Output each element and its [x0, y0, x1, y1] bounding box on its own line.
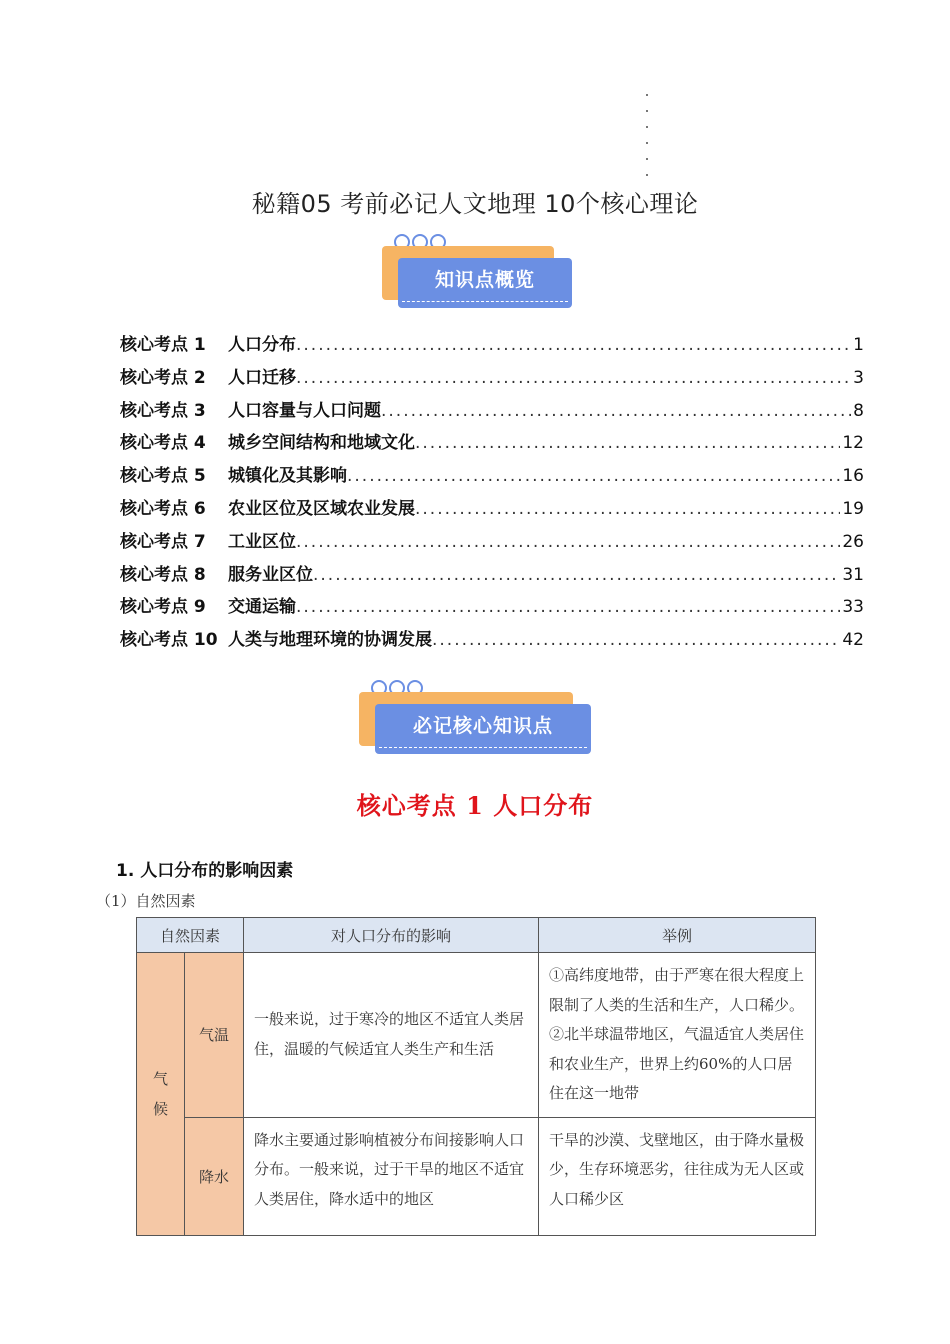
toc-item[interactable]: 核心考点 5 城镇化及其影响 ..... 16 — [120, 461, 864, 494]
table-of-contents — [120, 330, 864, 658]
example-temperature: ①高纬度地带，由于严寒在很大程度上限制了人类的生活和生产，人口稀少。 ②北半球温带地区，气温适宜人类居住和农业生产，世界上约60%的人口居住在这一地带 — [539, 953, 816, 1118]
document-title: 秘籍05 考前必记人文地理 10个核心理论 — [251, 190, 699, 218]
table-row — [137, 1117, 816, 1235]
factor-temperature: 气温 — [185, 953, 244, 1118]
toc-item[interactable]: 核心考点 3 人口容量与人口问题 ..... 8 — [120, 396, 864, 429]
key-points-badge-label: 必记核心知识点 — [412, 715, 553, 737]
example-precipitation: 干旱的沙漠、戈壁地区，由于降水量极少，生存环境恶劣，往往成为无人区或人口稀少区 — [539, 1117, 816, 1235]
factors-table — [136, 917, 816, 1236]
header-example: 举例 — [539, 918, 816, 953]
key-points-badge — [359, 684, 591, 760]
overview-badge — [382, 238, 574, 310]
heading-influencing-factors: 1. 人口分布的影响因素 — [116, 861, 294, 881]
table-row — [137, 953, 816, 1118]
header-factor: 自然因素 — [137, 918, 244, 953]
section-title: 核心考点 1 人口分布 — [356, 791, 594, 820]
overview-badge-label: 知识点概览 — [434, 269, 535, 291]
group-climate: 气候 — [137, 953, 185, 1236]
toc-item[interactable]: 核心考点 10 人类与地理环境的协调发展 ..... 42 — [120, 625, 864, 658]
toc-item[interactable]: 核心考点 7 工业区位 ..... 26 — [120, 527, 864, 560]
toc-item[interactable]: 核心考点 6 农业区位及区域农业发展 ..... 19 — [120, 494, 864, 527]
impact-precipitation: 降水主要通过影响植被分布间接影响人口分布。一般来说，过于干旱的地区不适宜人类居住，降水适中的地区 — [244, 1117, 539, 1235]
table-header-row — [137, 918, 816, 953]
toc-item[interactable]: 核心考点 4 城乡空间结构和地域文化 ..... 12 — [120, 428, 864, 461]
header-impact: 对人口分布的影响 — [244, 918, 539, 953]
factor-precipitation: 降水 — [185, 1117, 244, 1235]
toc-item[interactable]: 核心考点 9 交通运输 ..... 33 — [120, 592, 864, 625]
toc-item[interactable]: 核心考点 8 服务业区位 ..... 31 — [120, 560, 864, 593]
toc-item[interactable]: 核心考点 1 人口分布 ..... 1 — [120, 330, 864, 363]
margin-dots — [646, 94, 650, 190]
impact-temperature: 一般来说，过于寒冷的地区不适宜人类居住，温暖的气候适宜人类生产和生活 — [244, 953, 539, 1118]
toc-item[interactable]: 核心考点 2 人口迁移 ..... 3 — [120, 363, 864, 396]
subheading-natural-factors: （1）自然因素 — [96, 892, 196, 910]
